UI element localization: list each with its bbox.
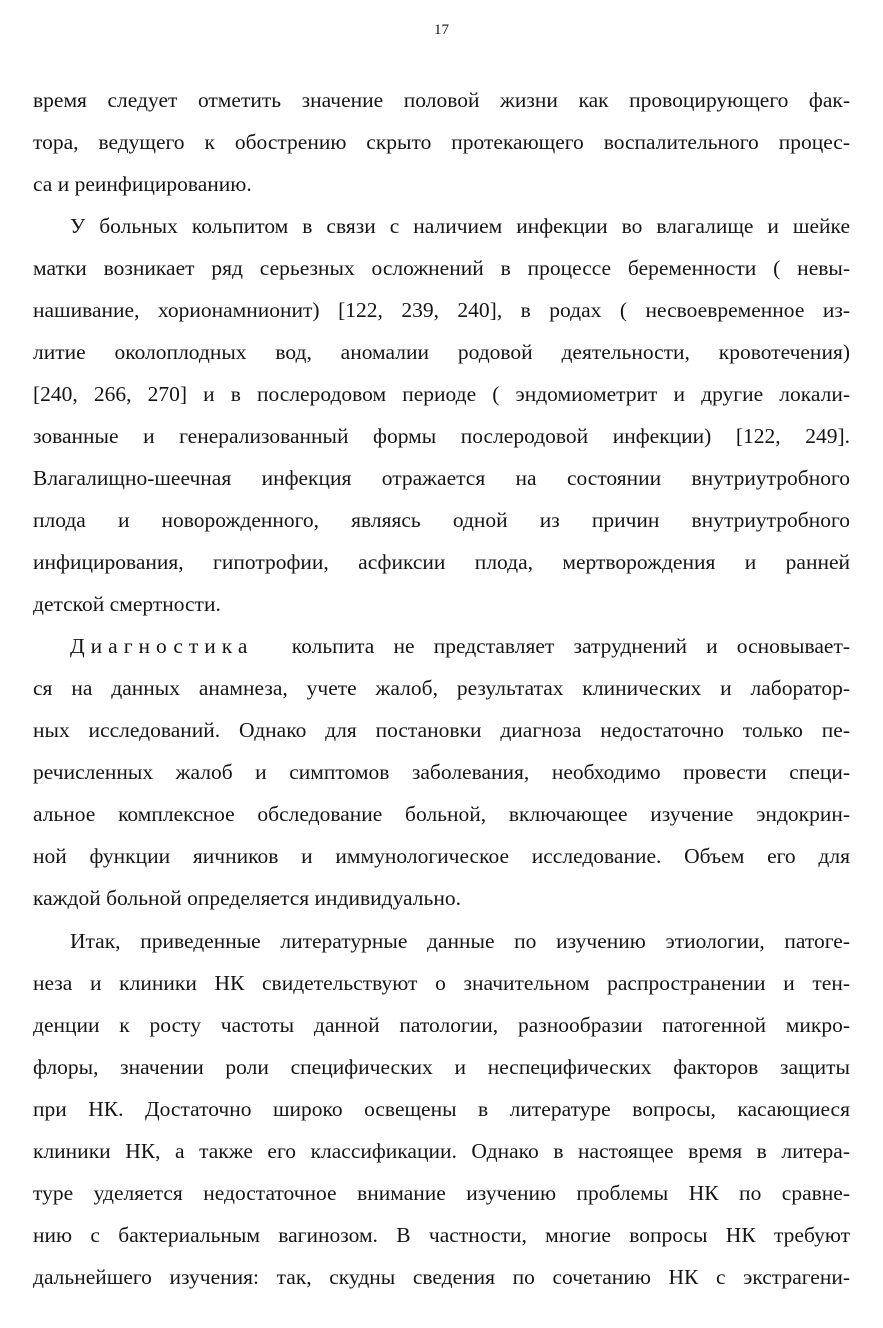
page-number: 17 — [434, 22, 449, 38]
text-line: нашивание, хорионамнионит) [122, 239, 240], в родах ( несвоевременное из- — [33, 298, 850, 322]
text-line: инфицирования, гипотрофии, асфиксии плода, мертворождения и ранней — [33, 550, 850, 574]
text-line: ся на данных анамнеза, учете жалоб, результатах клинических и лаборатор- — [33, 676, 850, 700]
text-line: зованные и генерализованный формы послеродовой инфекции) [122, 249]. — [33, 424, 850, 448]
text-line: флоры, значении роли специфических и неспецифических факторов защиты — [33, 1055, 850, 1079]
text-line-rest: кольпита не представляет затруднений и основывает- — [291, 634, 850, 658]
text-line: дальнейшего изучения: так, скудны сведения по сочетанию НК с экстрагени- — [33, 1265, 850, 1289]
text-line: ных исследований. Однако для постановки диагноза недостаточно только пе- — [33, 718, 850, 742]
text-line: альное комплексное обследование больной, включающее изучение эндокрин- — [33, 802, 850, 826]
text-line: плода и новорожденного, являясь одной из причин внутриутробного — [33, 508, 850, 532]
spaced-heading-word: Диагностика — [70, 634, 254, 658]
text-line: денции к росту частоты данной патологии, разнообразии патогенной микро- — [33, 1013, 850, 1037]
text-line: неза и клиники НК свидетельствуют о значительном распространении и тен- — [33, 971, 850, 995]
text-line: са и реинфицированию. — [33, 172, 252, 196]
text-line: тора, ведущего к обострению скрыто протекающего воспалительного процес- — [33, 130, 850, 154]
text-line: [240, 266, 270] и в послеродовом периоде ( эндомиометрит и другие локали- — [33, 382, 850, 406]
text-line: детской смертности. — [33, 592, 221, 616]
text-line: У больных кольпитом в связи с наличием инфекции во влагалище и шейке — [70, 214, 850, 238]
text-line: Влагалищно-шеечная инфекция отражается на состоянии внутриутробного — [33, 466, 850, 490]
text-line: литие околоплодных вод, аномалии родовой деятельности, кровотечения) — [33, 340, 850, 364]
text-line: каждой больной определяется индивидуально. — [33, 886, 461, 910]
text-line — [70, 632, 850, 660]
text-line: речисленных жалоб и симптомов заболевания, необходимо провести специ- — [33, 760, 850, 784]
text-line: Итак, приведенные литературные данные по изучению этиологии, патоге- — [70, 929, 850, 953]
text-line: нию с бактериальным вагинозом. В частности, многие вопросы НК требуют — [33, 1223, 850, 1247]
text-line: клиники НК, а также его классификации. Однако в настоящее время в литера- — [33, 1139, 850, 1163]
text-line: матки возникает ряд серьезных осложнений в процессе беременности ( невы- — [33, 256, 850, 280]
text-line: при НК. Достаточно широко освещены в литературе вопросы, касающиеся — [33, 1097, 850, 1121]
text-line: время следует отметить значение половой жизни как провоцирующего фак- — [33, 88, 850, 112]
text-line: ной функции яичников и иммунологическое исследование. Объем его для — [33, 844, 850, 868]
text-line: туре уделяется недостаточное внимание изучению проблемы НК по сравне- — [33, 1181, 850, 1205]
